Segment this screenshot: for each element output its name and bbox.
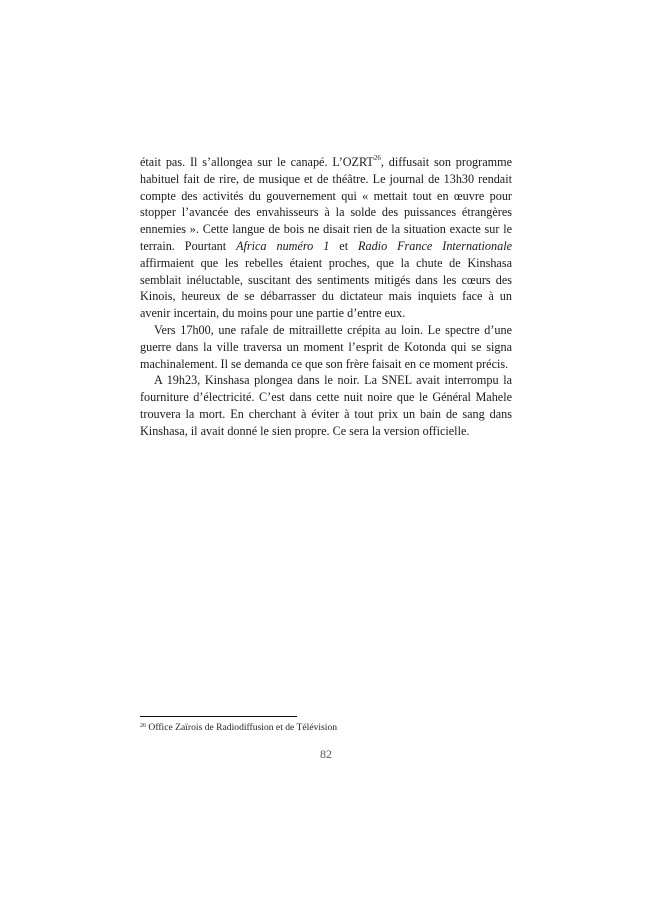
footnote-number: 26 <box>140 723 146 729</box>
footnote-divider <box>140 716 297 717</box>
footnote-text: Office Zaïrois de Radiodiffusion et de Télévision <box>146 722 338 733</box>
paragraph-1-text-b: , diffusait son programme habituel fait de rire, de musique et de théâtre. Le journal de 13h30 rendait compte des activités du gouvernement qui « mettait tout en œuvre pour stopper l’avancée des envahisseurs à la solde des puissances étrangères ennemies ». Cette langue de bois ne disait rien de la situation exacte sur le terrain. Pourtant <box>140 155 512 253</box>
page-body <box>140 154 512 440</box>
paragraph-1-text-c: et <box>329 238 359 253</box>
paragraph-1 <box>140 154 512 322</box>
radio-name-rfi: Radio France Internationale <box>358 238 512 253</box>
paragraph-1-text-d: affirmaient que les rebelles étaient proches, que la chute de Kinshasa semblait inéluctable, suscitant des sentiments mitigés dans les cœurs des Kinois, heureux de se débarrasser du dictateur mais inquiets face à un avenir incertain, du moins pour une partie d’entre eux. <box>140 255 512 321</box>
radio-name-africa: Africa numéro 1 <box>236 238 330 253</box>
paragraph-2: Vers 17h00, une rafale de mitraillette crépita au loin. Le spectre d’une guerre dans la ville traversa un moment l’esprit de Kotonda qui se signa machinalement. Il se demanda ce que son frère faisait en ce moment précis. <box>140 322 512 371</box>
footnote <box>140 721 512 734</box>
paragraph-3: A 19h23, Kinshasa plongea dans le noir. La SNEL avait interrompu la fourniture d’électricité. C’est dans cette nuit noire que le Général Mahele trouvera la mort. En cherchant à éviter à tout prix un bain de sang dans Kinshasa, il avait donné le sien propre. Ce sera la version officielle. <box>140 373 512 438</box>
page-number: 82 <box>320 747 332 761</box>
footnote-reference: 26 <box>373 154 381 162</box>
paragraph-1-text-a: était pas. Il s’allongea sur le canapé. L’OZRT <box>140 155 374 169</box>
